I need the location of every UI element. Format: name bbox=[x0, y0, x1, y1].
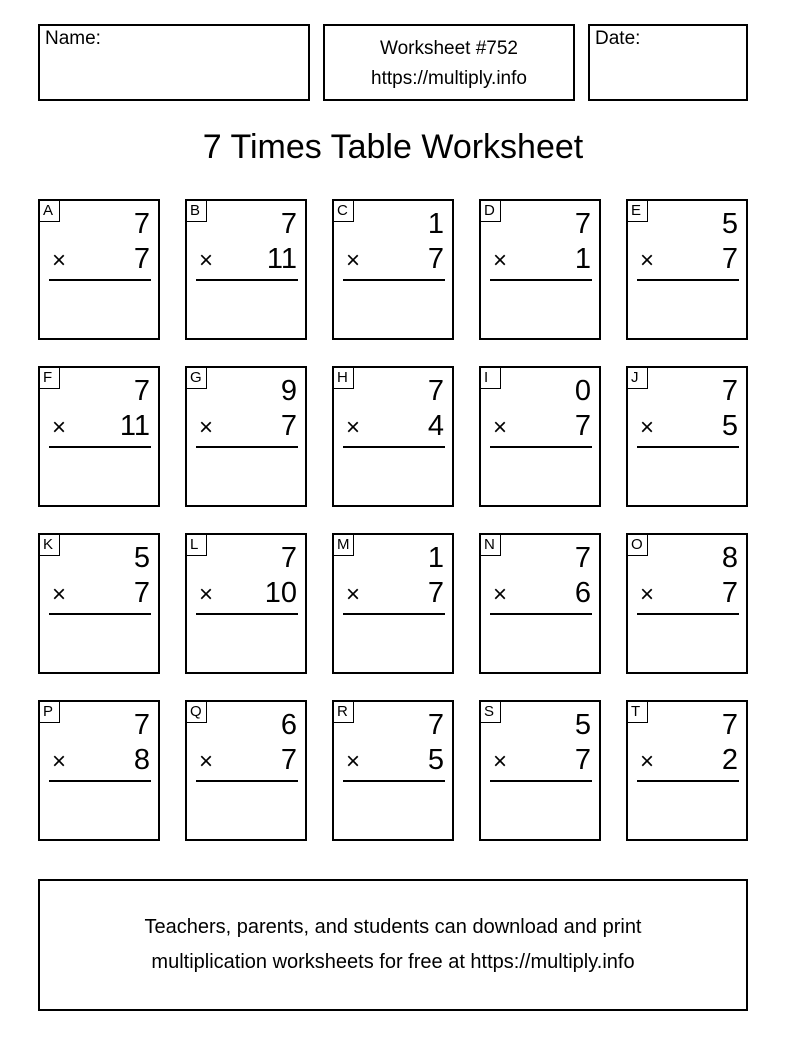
multiply-sign: × bbox=[346, 748, 361, 775]
problem-card bbox=[332, 366, 454, 507]
answer-line bbox=[637, 446, 739, 448]
problem-letter: B bbox=[187, 201, 207, 222]
multiply-sign: × bbox=[640, 748, 655, 775]
problem-letter: N bbox=[481, 535, 501, 556]
problem-multiplier: 1 bbox=[574, 243, 591, 275]
site-url: https://multiply.info bbox=[371, 68, 527, 89]
problem-card bbox=[185, 199, 307, 340]
problem-multiplier: 10 bbox=[264, 577, 297, 609]
multiply-sign: × bbox=[493, 414, 508, 441]
problem-letter: T bbox=[628, 702, 648, 723]
multiply-sign: × bbox=[199, 247, 214, 274]
date-label: Date: bbox=[595, 28, 641, 49]
problem-letter: S bbox=[481, 702, 501, 723]
multiply-sign: × bbox=[346, 247, 361, 274]
footer-box bbox=[38, 879, 748, 1011]
problem-multiplier: 11 bbox=[266, 243, 297, 275]
page-title: 7 Times Table Worksheet bbox=[202, 128, 584, 166]
problem-card bbox=[332, 700, 454, 841]
problem-card bbox=[479, 533, 601, 674]
problem-letter: H bbox=[334, 368, 354, 389]
problem-letter: E bbox=[628, 201, 648, 222]
problem-multiplicand: 7 bbox=[427, 709, 444, 741]
problem-multiplicand: 7 bbox=[721, 375, 738, 407]
answer-line bbox=[343, 780, 445, 782]
problem-card bbox=[38, 700, 160, 841]
answer-line bbox=[196, 446, 298, 448]
answer-line bbox=[196, 613, 298, 615]
problem-multiplicand: 7 bbox=[280, 208, 297, 240]
problem-multiplier: 7 bbox=[427, 577, 444, 609]
problem-letter: F bbox=[40, 368, 60, 389]
answer-line bbox=[196, 279, 298, 281]
problem-multiplicand: 7 bbox=[427, 375, 444, 407]
multiply-sign: × bbox=[199, 748, 214, 775]
problem-multiplicand: 6 bbox=[280, 709, 297, 741]
problem-letter: O bbox=[628, 535, 648, 556]
worksheet-info-box bbox=[323, 24, 575, 101]
problem-letter: K bbox=[40, 535, 60, 556]
problem-multiplier: 8 bbox=[133, 744, 150, 776]
problem-multiplier: 7 bbox=[721, 577, 738, 609]
problem-letter: A bbox=[40, 201, 60, 222]
problem-multiplicand: 8 bbox=[721, 542, 738, 574]
problem-card bbox=[38, 533, 160, 674]
footer-line-1: Teachers, parents, and students can download and print bbox=[144, 916, 642, 938]
problem-multiplier: 6 bbox=[574, 577, 591, 609]
problem-multiplier: 7 bbox=[574, 410, 591, 442]
answer-line bbox=[343, 279, 445, 281]
multiply-sign: × bbox=[640, 581, 655, 608]
answer-line bbox=[637, 613, 739, 615]
problem-multiplicand: 7 bbox=[133, 375, 150, 407]
problem-multiplicand: 5 bbox=[133, 542, 150, 574]
problem-multiplier: 7 bbox=[133, 243, 150, 275]
multiply-sign: × bbox=[52, 247, 67, 274]
problem-card bbox=[626, 199, 748, 340]
problem-multiplier: 5 bbox=[721, 410, 738, 442]
problem-multiplicand: 5 bbox=[721, 208, 738, 240]
problem-card bbox=[38, 366, 160, 507]
problem-multiplier: 7 bbox=[280, 410, 297, 442]
problem-multiplicand: 1 bbox=[427, 208, 444, 240]
problem-multiplier: 7 bbox=[721, 243, 738, 275]
problem-multiplier: 5 bbox=[427, 744, 444, 776]
answer-line bbox=[637, 279, 739, 281]
problem-multiplicand: 9 bbox=[280, 375, 297, 407]
problem-card bbox=[185, 366, 307, 507]
problem-letter: M bbox=[334, 535, 354, 556]
problem-multiplier: 7 bbox=[574, 744, 591, 776]
problem-multiplier: 2 bbox=[721, 744, 738, 776]
answer-line bbox=[49, 446, 151, 448]
multiply-sign: × bbox=[52, 581, 67, 608]
problem-multiplicand: 7 bbox=[133, 709, 150, 741]
multiply-sign: × bbox=[640, 414, 655, 441]
answer-line bbox=[49, 613, 151, 615]
footer-line-2: multiplication worksheets for free at https://multiply.info bbox=[151, 951, 635, 973]
multiply-sign: × bbox=[52, 748, 67, 775]
problem-card bbox=[479, 700, 601, 841]
answer-line bbox=[196, 780, 298, 782]
problem-letter: G bbox=[187, 368, 207, 389]
problem-multiplier: 7 bbox=[427, 243, 444, 275]
problem-card bbox=[185, 700, 307, 841]
multiply-sign: × bbox=[199, 414, 214, 441]
problem-card bbox=[38, 199, 160, 340]
multiply-sign: × bbox=[640, 247, 655, 274]
problem-multiplicand: 7 bbox=[574, 208, 591, 240]
problem-multiplicand: 7 bbox=[133, 208, 150, 240]
problem-multiplicand: 7 bbox=[280, 542, 297, 574]
problem-letter: I bbox=[481, 368, 501, 389]
problem-letter: J bbox=[628, 368, 648, 389]
problem-multiplicand: 0 bbox=[574, 375, 591, 407]
problem-card bbox=[332, 199, 454, 340]
problem-multiplier: 11 bbox=[119, 410, 150, 442]
answer-line bbox=[343, 613, 445, 615]
problem-letter: D bbox=[481, 201, 501, 222]
problem-multiplicand: 7 bbox=[574, 542, 591, 574]
name-label: Name: bbox=[45, 28, 101, 49]
problem-card bbox=[626, 366, 748, 507]
problem-card bbox=[332, 533, 454, 674]
problem-multiplicand: 1 bbox=[427, 542, 444, 574]
problem-card bbox=[479, 199, 601, 340]
answer-line bbox=[490, 279, 592, 281]
answer-line bbox=[49, 780, 151, 782]
problem-letter: Q bbox=[187, 702, 207, 723]
answer-line bbox=[49, 279, 151, 281]
worksheet-id: Worksheet #752 bbox=[379, 38, 518, 59]
answer-line bbox=[637, 780, 739, 782]
problem-letter: P bbox=[40, 702, 60, 723]
date-field-box bbox=[588, 24, 748, 101]
problem-multiplier: 7 bbox=[280, 744, 297, 776]
problem-card bbox=[185, 533, 307, 674]
answer-line bbox=[490, 613, 592, 615]
answer-line bbox=[343, 446, 445, 448]
problem-card bbox=[479, 366, 601, 507]
problem-card bbox=[626, 533, 748, 674]
problem-letter: L bbox=[187, 535, 207, 556]
multiply-sign: × bbox=[199, 581, 214, 608]
problem-multiplicand: 5 bbox=[574, 709, 591, 741]
multiply-sign: × bbox=[493, 247, 508, 274]
multiply-sign: × bbox=[346, 414, 361, 441]
problem-letter: R bbox=[334, 702, 354, 723]
multiply-sign: × bbox=[493, 581, 508, 608]
problem-multiplier: 4 bbox=[427, 410, 444, 442]
problem-multiplicand: 7 bbox=[721, 709, 738, 741]
problem-letter: C bbox=[334, 201, 354, 222]
name-field-box bbox=[38, 24, 310, 101]
answer-line bbox=[490, 446, 592, 448]
multiply-sign: × bbox=[52, 414, 67, 441]
problem-card bbox=[626, 700, 748, 841]
multiply-sign: × bbox=[346, 581, 361, 608]
problem-multiplier: 7 bbox=[133, 577, 150, 609]
answer-line bbox=[490, 780, 592, 782]
multiply-sign: × bbox=[493, 748, 508, 775]
